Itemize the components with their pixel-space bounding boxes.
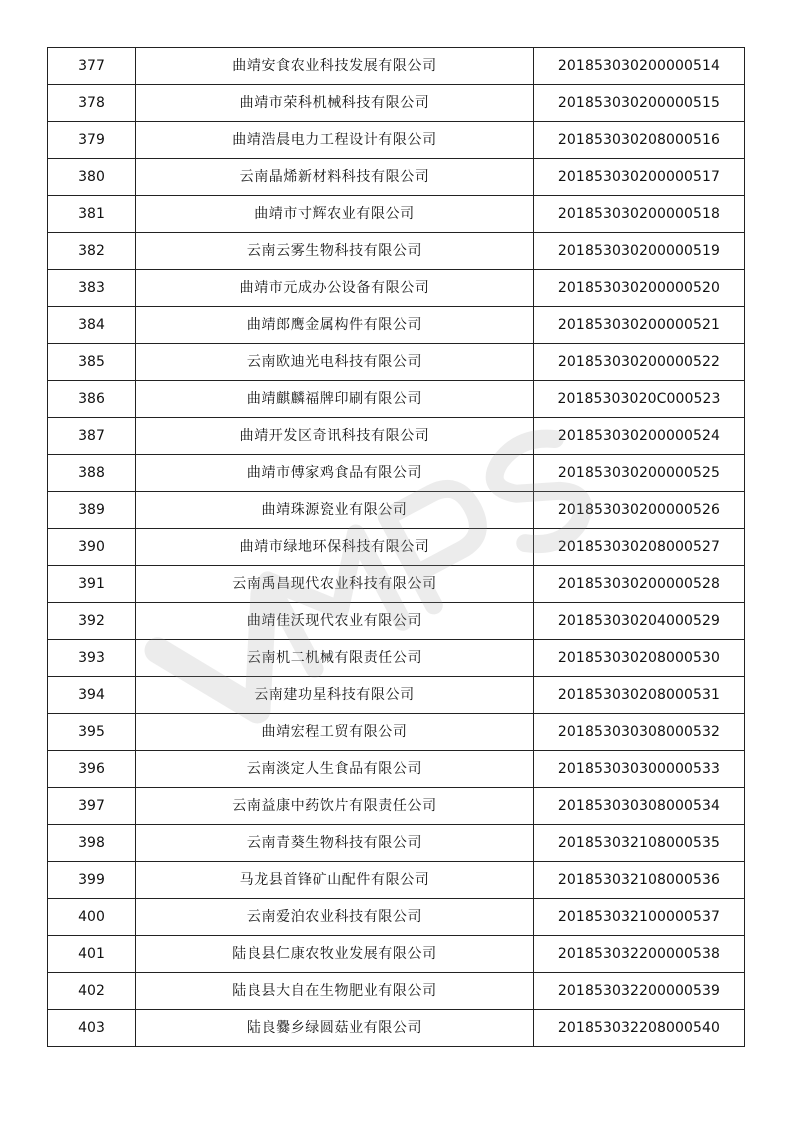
row-index-cell: 388 [48, 455, 136, 492]
table-row [48, 603, 745, 640]
registration-code-cell: 201853030200000521 [534, 307, 745, 344]
registration-code-cell: 201853030200000528 [534, 566, 745, 603]
registration-code-cell: 201853032108000536 [534, 862, 745, 899]
registration-code-cell: 201853030200000519 [534, 233, 745, 270]
row-index-cell: 397 [48, 788, 136, 825]
registration-code-cell: 201853032208000540 [534, 1010, 745, 1047]
table-row [48, 196, 745, 233]
row-index-cell: 392 [48, 603, 136, 640]
registration-code-cell: 201853030200000515 [534, 85, 745, 122]
company-name-cell: 云南青葵生物科技有限公司 [136, 825, 534, 862]
company-name-cell: 曲靖佳沃现代农业有限公司 [136, 603, 534, 640]
table-row [48, 936, 745, 973]
row-index-cell: 379 [48, 122, 136, 159]
company-name-cell: 云南建功星科技有限公司 [136, 677, 534, 714]
row-index-cell: 382 [48, 233, 136, 270]
registration-code-cell: 201853030208000530 [534, 640, 745, 677]
table-row [48, 714, 745, 751]
company-name-cell: 曲靖市荣科机械科技有限公司 [136, 85, 534, 122]
registration-code-cell: 201853032200000538 [534, 936, 745, 973]
row-index-cell: 396 [48, 751, 136, 788]
company-name-cell: 云南爱泊农业科技有限公司 [136, 899, 534, 936]
registration-code-cell: 201853030208000527 [534, 529, 745, 566]
registration-code-cell: 201853030308000534 [534, 788, 745, 825]
company-name-cell: 云南淡定人生食品有限公司 [136, 751, 534, 788]
registration-code-cell: 201853030200000520 [534, 270, 745, 307]
table-row [48, 492, 745, 529]
row-index-cell: 381 [48, 196, 136, 233]
company-table-body [48, 48, 745, 1047]
row-index-cell: 383 [48, 270, 136, 307]
registration-code-cell: 201853032108000535 [534, 825, 745, 862]
table-row [48, 677, 745, 714]
row-index-cell: 391 [48, 566, 136, 603]
company-name-cell: 曲靖郎鹰金属构件有限公司 [136, 307, 534, 344]
company-name-cell: 曲靖市绿地环保科技有限公司 [136, 529, 534, 566]
company-name-cell: 曲靖安食农业科技发展有限公司 [136, 48, 534, 85]
company-name-cell: 云南欧迪光电科技有限公司 [136, 344, 534, 381]
row-index-cell: 390 [48, 529, 136, 566]
row-index-cell: 398 [48, 825, 136, 862]
row-index-cell: 402 [48, 973, 136, 1010]
row-index-cell: 401 [48, 936, 136, 973]
table-row [48, 418, 745, 455]
company-name-cell: 云南云雾生物科技有限公司 [136, 233, 534, 270]
row-index-cell: 378 [48, 85, 136, 122]
company-name-cell: 马龙县首锋矿山配件有限公司 [136, 862, 534, 899]
table-row [48, 455, 745, 492]
row-index-cell: 389 [48, 492, 136, 529]
company-name-cell: 曲靖珠源瓷业有限公司 [136, 492, 534, 529]
company-name-cell: 曲靖市寸辉农业有限公司 [136, 196, 534, 233]
company-name-cell: 曲靖浩晨电力工程设计有限公司 [136, 122, 534, 159]
row-index-cell: 394 [48, 677, 136, 714]
table-row [48, 825, 745, 862]
registration-code-cell: 201853032100000537 [534, 899, 745, 936]
registration-code-cell: 201853030200000514 [534, 48, 745, 85]
registration-code-cell: 201853030204000529 [534, 603, 745, 640]
registration-code-cell: 201853030208000516 [534, 122, 745, 159]
row-index-cell: 403 [48, 1010, 136, 1047]
registration-code-cell: 20185303020C000523 [534, 381, 745, 418]
company-table [47, 47, 745, 1047]
company-name-cell: 曲靖市元成办公设备有限公司 [136, 270, 534, 307]
registration-code-cell: 201853030200000524 [534, 418, 745, 455]
row-index-cell: 380 [48, 159, 136, 196]
registration-code-cell: 201853030200000517 [534, 159, 745, 196]
table-row [48, 529, 745, 566]
table-row [48, 1010, 745, 1047]
registration-code-cell: 201853030200000518 [534, 196, 745, 233]
company-name-cell: 陆良县仁康农牧业发展有限公司 [136, 936, 534, 973]
company-name-cell: 云南机二机械有限责任公司 [136, 640, 534, 677]
company-name-cell: 曲靖宏程工贸有限公司 [136, 714, 534, 751]
table-row [48, 85, 745, 122]
registration-code-cell: 201853030200000526 [534, 492, 745, 529]
registration-code-cell: 201853030308000532 [534, 714, 745, 751]
table-row [48, 344, 745, 381]
registration-code-cell: 201853030208000531 [534, 677, 745, 714]
row-index-cell: 387 [48, 418, 136, 455]
table-row [48, 640, 745, 677]
company-name-cell: 曲靖开发区奇讯科技有限公司 [136, 418, 534, 455]
registration-code-cell: 201853030200000522 [534, 344, 745, 381]
company-name-cell: 曲靖麒麟福牌印刷有限公司 [136, 381, 534, 418]
row-index-cell: 395 [48, 714, 136, 751]
table-row [48, 159, 745, 196]
table-row [48, 973, 745, 1010]
company-name-cell: 曲靖市傅家鸡食品有限公司 [136, 455, 534, 492]
table-row [48, 751, 745, 788]
table-row [48, 899, 745, 936]
row-index-cell: 386 [48, 381, 136, 418]
company-name-cell: 陆良县大自在生物肥业有限公司 [136, 973, 534, 1010]
company-name-cell: 云南益康中药饮片有限责任公司 [136, 788, 534, 825]
table-row [48, 48, 745, 85]
company-name-cell: 陆良爨乡绿圆菇业有限公司 [136, 1010, 534, 1047]
table-row [48, 233, 745, 270]
table-row [48, 122, 745, 159]
company-name-cell: 云南晶烯新材料科技有限公司 [136, 159, 534, 196]
table-row [48, 788, 745, 825]
row-index-cell: 377 [48, 48, 136, 85]
row-index-cell: 393 [48, 640, 136, 677]
registration-code-cell: 201853032200000539 [534, 973, 745, 1010]
registration-code-cell: 201853030300000533 [534, 751, 745, 788]
table-row [48, 270, 745, 307]
registration-code-cell: 201853030200000525 [534, 455, 745, 492]
row-index-cell: 399 [48, 862, 136, 899]
table-row [48, 381, 745, 418]
table-row [48, 307, 745, 344]
table-row [48, 862, 745, 899]
row-index-cell: 400 [48, 899, 136, 936]
table-row [48, 566, 745, 603]
company-name-cell: 云南禹昌现代农业科技有限公司 [136, 566, 534, 603]
row-index-cell: 385 [48, 344, 136, 381]
row-index-cell: 384 [48, 307, 136, 344]
